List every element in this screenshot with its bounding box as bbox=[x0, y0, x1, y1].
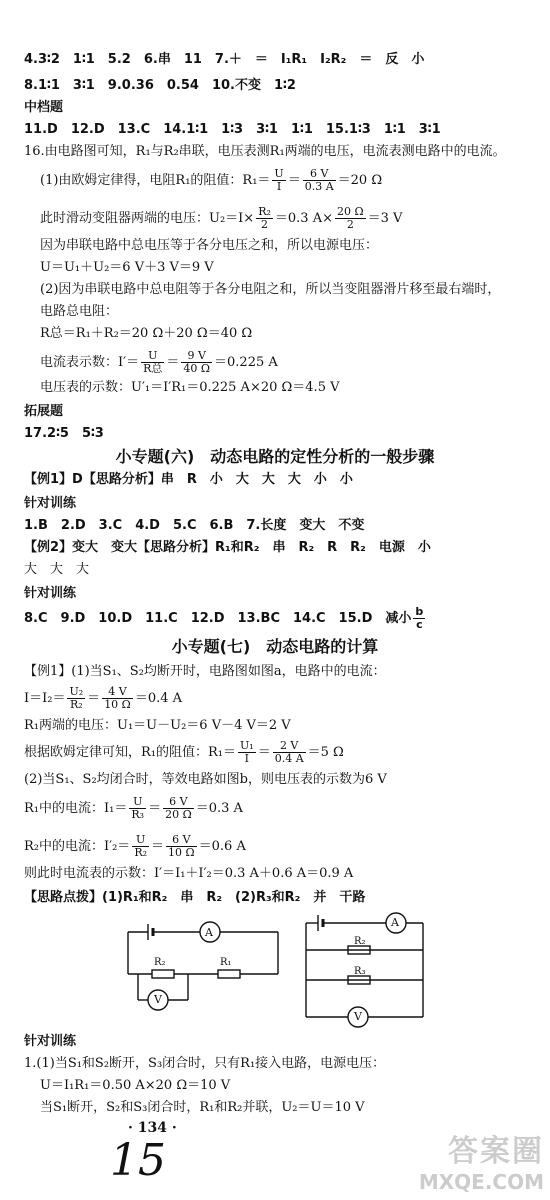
example-1-line: 【例1】D【思路分析】串 R 小 大 大 大 小 小 bbox=[24, 472, 353, 487]
training-answers-1: 1.B 2.D 3.C 4.D 5.C 6.B 7.长度 变大 不变 bbox=[24, 518, 365, 533]
circuit-diagram-a bbox=[118, 912, 288, 1022]
section-title-ext: 拓展题 bbox=[24, 404, 64, 419]
answer-line-17: 17.2∶5 5∶3 bbox=[24, 426, 104, 441]
resistor-label-b-top: R₂ bbox=[354, 936, 366, 947]
section-title-mid: 中档题 bbox=[24, 100, 64, 115]
text-line-24: (2)当S₁、S₂均闭合时，等效电路如图b，则电压表的示数为6 V bbox=[24, 772, 387, 787]
equation-u1: R₁两端的电压：U₁＝U－U₂＝6 V－4 V＝2 V bbox=[24, 718, 291, 733]
resistor-label-a-left: R₂ bbox=[154, 957, 166, 968]
equation-r1: (1)由欧姆定律得，电阻R₁的阻值：R₁＝ $\frac{U}{I}$ ＝ $\frac{6 V}{0.3 A}$ ＝20 Ω bbox=[40, 167, 383, 193]
equation-i: I＝I₂＝ $\frac{\text{U₂}}{\text{R₂}}$ ＝ $\frac{4 V}{10 \Omega}$ ＝0.4 A bbox=[24, 685, 183, 711]
ammeter-label-a: A bbox=[205, 926, 213, 939]
topic-7-title: 小专题(七) 动态电路的计算 bbox=[171, 637, 379, 656]
answer-line-4: 16.由电路图可知，R₁与R₂串联，电压表测R₁两端的电压，电流表测电路中的电流。 bbox=[24, 144, 506, 159]
resistor-label-b-bottom: R₃ bbox=[354, 966, 366, 977]
training-line-2: U＝I₁R₁＝0.50 A×20 Ω＝10 V bbox=[40, 1078, 231, 1093]
text-line-10: 电路总电阻： bbox=[40, 304, 119, 319]
equation-i2-prime: R₂中的电流：I′₂＝ $\frac{U}{\text{R₂}}$ ＝ $\frac{6 V}{10 \Omega}$ ＝0.6 A bbox=[24, 833, 246, 859]
training-line-3: 当S₁断开，S₂和S₃闭合时，R₁和R₂并联，U₂＝U＝10 V bbox=[40, 1100, 365, 1115]
watermark bbox=[419, 1126, 544, 1194]
watermark-url: MXQE.COM bbox=[418, 1170, 544, 1194]
text-line-9: (2)因为串联电路中总电阻等于各分电阻之和，所以当变阻器滑片移至最右端时， bbox=[40, 282, 501, 297]
hint-line: 【思路点拨】(1)R₁和R₂ 串 R₂ (2)R₃和R₂ 并 干路 bbox=[24, 890, 366, 905]
training-answers-2: 8.C 9.D 10.D 11.C 12.D 13.BC 14.C 15.D 减小 $\frac{b}{c}$ bbox=[24, 605, 424, 631]
page-number: · 134 · bbox=[128, 1120, 177, 1136]
equation-u2: 此时滑动变阻器两端的电压：U₂＝I× $\frac{\text{R₂}}{2}$ ＝0.3 A× $\frac{20 \Omega}{2}$ ＝3 V bbox=[40, 205, 403, 231]
training-title-3: 针对训练 bbox=[24, 1034, 77, 1049]
ammeter-label-b: A bbox=[391, 916, 399, 929]
equation-u1-prime: 电压表的示数：U′₁＝I′R₁＝0.225 A×20 Ω＝4.5 V bbox=[40, 380, 340, 395]
circuit-diagram-b bbox=[298, 905, 448, 1035]
equation-r1-b: 根据欧姆定律可知，R₁的阻值：R₁＝ $\frac{\text{U₁}}{I}$ ＝ $\frac{2 V}{0.4 A}$ ＝5 Ω bbox=[24, 739, 344, 765]
text-line-7: 因为串联电路中总电压等于各分电压之和，所以电源电压： bbox=[40, 238, 379, 253]
example-2-line: 【例2】变大 变大【思路分析】R₁和R₂ 串 R₂ R R₂ 电源 小 bbox=[24, 540, 431, 555]
answer-line-2: 8.1∶1 3∶1 9.0.36 0.54 10.不变 1∶2 bbox=[24, 78, 296, 93]
answer-line-3: 11.D 12.D 13.C 14.1∶1 1∶3 3∶1 1∶1 15.1∶3 1∶1 3∶1 bbox=[24, 122, 441, 137]
equation-i1: R₁中的电流：I₁＝ $\frac{U}{\text{R₃}}$ ＝ $\frac{6 V}{20 \Omega}$ ＝0.3 A bbox=[24, 795, 243, 821]
equation-i-total: 则此时电流表的示数：I′＝I₁＋I′₂＝0.3 A＋0.6 A＝0.9 A bbox=[24, 866, 354, 881]
equation-u: U＝U₁＋U₂＝6 V＋3 V＝9 V bbox=[40, 260, 214, 275]
resistor-label-a-right: R₁ bbox=[220, 957, 232, 968]
voltmeter-label-a: V bbox=[154, 993, 162, 1006]
equation-i-prime: 电流表示数：I′＝ $\frac{U}{\text{R总}}$ ＝ $\frac{9 V}{40 \Omega}$ ＝0.225 A bbox=[40, 349, 278, 375]
example-2-cont: 大 大 大 bbox=[24, 562, 90, 577]
topic-6-title: 小专题(六) 动态电路的定性分析的一般步骤 bbox=[115, 447, 435, 466]
watermark-title: 答案圈 bbox=[448, 1134, 544, 1169]
voltmeter-label-b: V bbox=[354, 1010, 362, 1023]
training-title-2: 针对训练 bbox=[24, 586, 77, 601]
example-1-text: 【例1】(1)当S₁、S₂均断开时，电路图如图a，电路中的电流： bbox=[24, 664, 386, 679]
handwritten-mark: 15 bbox=[110, 1135, 166, 1186]
equation-r-total: R总＝R₁＋R₂＝20 Ω＋20 Ω＝40 Ω bbox=[40, 326, 253, 341]
training-line-1: 1.(1)当S₁和S₂断开，S₃闭合时，只有R₁接入电路，电源电压： bbox=[24, 1056, 386, 1071]
training-title-1: 针对训练 bbox=[24, 496, 77, 511]
answer-line-1: 4.3∶2 1∶1 5.2 6.串 11 7.＋ ＝ I₁R₁ I₂R₂ ＝ 反 小 bbox=[24, 52, 425, 67]
